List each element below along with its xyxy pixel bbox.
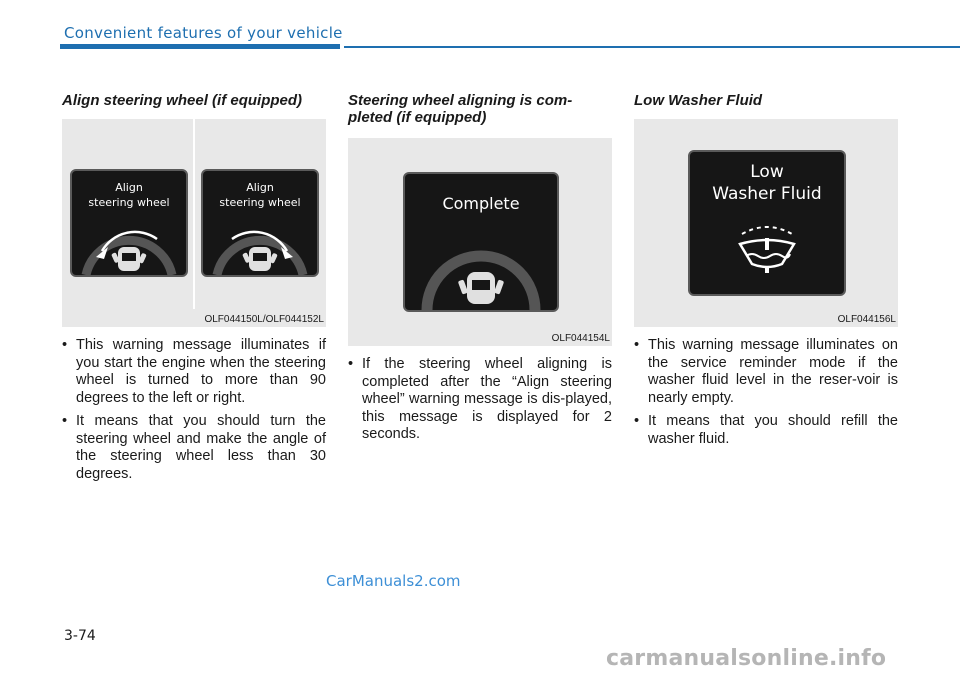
header-rule-thick (60, 44, 340, 49)
cluster-screen (403, 172, 559, 312)
cluster-screen-left (70, 169, 188, 277)
bullet-list (348, 356, 612, 444)
figure-low-washer-fluid (634, 119, 898, 327)
list-item: • This warning message illuminates if you start the engine when the steering wheel is turned to more than 90 degrees to the left or right. (62, 337, 326, 407)
steering-complete-icon (405, 230, 557, 310)
list-item: • If the steering wheel aligning is completed after the “Align steering wheel” warning message is dis-played, this message is displayed for 2 seconds. (348, 356, 612, 444)
screen-text: Complete (442, 194, 520, 213)
footer-site-name: carmanualsonline.info (606, 646, 887, 671)
screen-text-line1: Align (115, 181, 143, 194)
heading-line: Steering wheel aligning is com- (348, 92, 573, 109)
screen-text-line1: Align (246, 181, 274, 194)
bullet-list (634, 337, 898, 448)
cluster-screen-right (201, 169, 319, 277)
section-title: Convenient features of your vehicle (64, 24, 343, 42)
page-number: 3-74 (64, 628, 96, 644)
list-item: • It means that you should turn the steering wheel and make the angle of the steering wheel less than 30 degrees. (62, 413, 326, 483)
heading-line: pleted (if equipped) (348, 109, 487, 126)
heading-low-washer-fluid: Low Washer Fluid (634, 92, 763, 109)
washer-fluid-icon (732, 218, 802, 274)
steering-arrow-left-icon (72, 211, 186, 275)
screen-text-line2: steering wheel (88, 196, 170, 209)
figure-caption: OLF044154L (551, 333, 610, 344)
column-aligning-completed (348, 92, 612, 450)
screen-text-line2: Washer Fluid (712, 184, 822, 204)
screen-text-line2: steering wheel (219, 196, 301, 209)
heading-align-steering: Align steering wheel (if equipped) (62, 92, 303, 109)
column-low-washer-fluid (634, 92, 898, 454)
cluster-screen (688, 150, 846, 296)
steering-arrow-right-icon (203, 211, 317, 275)
screen-text-line1: Low (750, 162, 784, 182)
figure-aligning-completed (348, 138, 612, 346)
list-item: • This warning message illuminates on the service reminder mode if the washer fluid level in the reser-voir is nearly empty. (634, 337, 898, 407)
watermark: CarManuals2.com (326, 572, 461, 590)
list-item: • It means that you should refill the washer fluid. (634, 413, 898, 448)
figure-caption: OLF044150L/OLF044152L (204, 314, 324, 325)
figure-caption: OLF044156L (837, 314, 896, 325)
figure-divider (193, 119, 195, 309)
column-align-steering (62, 92, 326, 489)
header-rule-thin (344, 46, 960, 48)
bullet-list (62, 337, 326, 483)
figure-align-steering (62, 119, 326, 327)
heading-aligning-completed (348, 92, 612, 126)
